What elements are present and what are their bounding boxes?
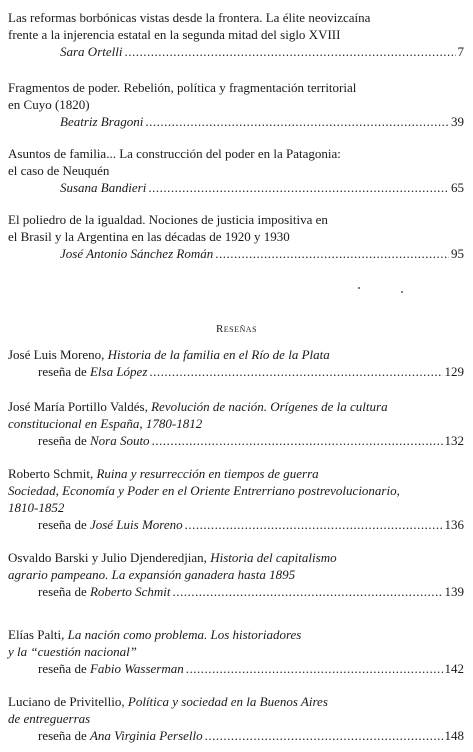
reviewer-name: Elsa López	[89, 364, 148, 379]
reviewer-prefix: reseña de	[38, 728, 87, 743]
review-heading-line	[8, 693, 464, 710]
reviewer-prefix: reseña de	[38, 661, 87, 676]
review-book-title-line: agrario pampeano. La expansión ganadera hasta 1895	[8, 567, 296, 582]
toc-entry-review	[8, 626, 464, 677]
toc-entry-article	[8, 211, 464, 262]
dot-leader	[205, 727, 443, 744]
page-number: 129	[444, 364, 464, 379]
review-heading-line	[8, 549, 464, 566]
review-book-author: Luciano de Privitellio,	[8, 694, 128, 709]
dot-leader	[152, 432, 443, 449]
dot-leader	[145, 113, 449, 130]
article-author: Beatriz Bragoni	[60, 114, 144, 129]
review-book-title-line: de entreguerras	[8, 711, 91, 726]
review-book-title-line: Sociedad, Economía y Poder en el Oriente Entrerriano postrevolucionario,	[8, 483, 400, 498]
dot-leader	[215, 245, 449, 262]
reviewer-name: Nora Souto	[89, 433, 150, 448]
article-title-line: Las reformas borbónicas vistas desde la frontera. La élite neovizcaína	[8, 10, 371, 25]
toc-entry-review	[8, 693, 464, 744]
page-number: 142	[444, 661, 464, 676]
review-book-title: Historia de la familia en el Río de la Plata	[107, 347, 330, 362]
review-book-title: La nación como problema. Los historiadores	[67, 627, 302, 642]
reviewer-name: Ana Virginia Persello	[89, 728, 203, 743]
dot-leader	[148, 179, 449, 196]
reviewer-line	[8, 583, 464, 600]
article-title-line: Asuntos de familia... La construcción del poder en la Patagonia:	[8, 146, 341, 161]
toc-entry-review	[8, 398, 464, 449]
review-book-title: Política y sociedad en la Buenos Aires	[127, 694, 328, 709]
article-title-line: el caso de Neuquén	[8, 163, 110, 178]
page-number: 7	[457, 44, 464, 59]
author-line	[8, 245, 464, 262]
reviewer-prefix: reseña de	[38, 584, 87, 599]
reviewer-name: Roberto Schmit	[89, 584, 171, 599]
toc-entry-article	[8, 9, 464, 60]
reviewer-prefix: reseña de	[38, 364, 87, 379]
dot-leader	[185, 516, 443, 533]
toc-entry-article	[8, 79, 464, 130]
dot-leader	[149, 363, 442, 380]
article-author: Susana Bandieri	[60, 180, 147, 195]
review-book-author: Roberto Schmit,	[8, 466, 97, 481]
review-book-title-line: y la “cuestión nacional”	[8, 644, 137, 659]
scan-speck	[401, 291, 403, 293]
reviewer-name: José Luis Moreno	[89, 517, 183, 532]
review-book-title-line: 1810-1852	[8, 500, 65, 515]
reviewer-line	[8, 516, 464, 533]
review-book-author: José María Portillo Valdés,	[8, 399, 152, 414]
reviewer-prefix: reseña de	[38, 433, 87, 448]
review-book-title: Ruina y resurrección en tiempos de guerra	[96, 466, 319, 481]
reviewer-line	[8, 363, 464, 380]
author-line	[8, 43, 464, 60]
article-author: José Antonio Sánchez Román	[60, 246, 214, 261]
article-author: Sara Ortelli	[60, 44, 123, 59]
review-book-author: Osvaldo Barski y Julio Djenderedjian,	[8, 550, 211, 565]
page-number: 65	[451, 180, 464, 195]
author-line	[8, 179, 464, 196]
page-number: 132	[444, 433, 464, 448]
review-book-title: Revolución de nación. Orígenes de la cultura	[151, 399, 388, 414]
reviewer-prefix: reseña de	[38, 517, 87, 532]
section-heading: Reseñas	[215, 323, 258, 335]
review-book-title-line: constitucional en España, 1780-1812	[8, 416, 203, 431]
review-book-author: Elías Palti,	[8, 627, 68, 642]
review-heading-line	[8, 626, 464, 643]
toc-entry-review	[8, 346, 464, 380]
article-title-line: frente a la injerencia estatal en la segunda mitad del siglo XVIII	[8, 27, 341, 42]
dot-leader	[186, 660, 443, 677]
page-number: 95	[451, 246, 464, 261]
toc-entry-review	[8, 549, 464, 600]
toc-entry-article	[8, 145, 464, 196]
review-heading-line	[8, 465, 464, 482]
article-title-line: El poliedro de la igualdad. Nociones de justicia impositiva en	[8, 212, 328, 227]
page-number: 39	[451, 114, 464, 129]
dot-leader	[124, 43, 455, 60]
review-heading-line	[8, 346, 464, 363]
page-number: 136	[444, 517, 464, 532]
review-book-author: José Luis Moreno,	[8, 347, 108, 362]
page-number: 148	[444, 728, 464, 743]
author-line	[8, 113, 464, 130]
toc-entry-review	[8, 465, 464, 533]
article-title-line: en Cuyo (1820)	[8, 97, 90, 112]
page-number: 139	[444, 584, 464, 599]
scan-speck	[358, 287, 360, 289]
article-title-line: Fragmentos de poder. Rebelión, política y fragmentación territorial	[8, 80, 357, 95]
dot-leader	[172, 583, 442, 600]
review-heading-line	[8, 398, 464, 415]
reviewer-name: Fabio Wasserman	[89, 661, 184, 676]
article-title-line: el Brasil y la Argentina en las décadas de 1920 y 1930	[8, 229, 290, 244]
reviewer-line	[8, 660, 464, 677]
review-book-title: Historia del capitalismo	[210, 550, 337, 565]
reviewer-line	[8, 432, 464, 449]
reviewer-line	[8, 727, 464, 744]
